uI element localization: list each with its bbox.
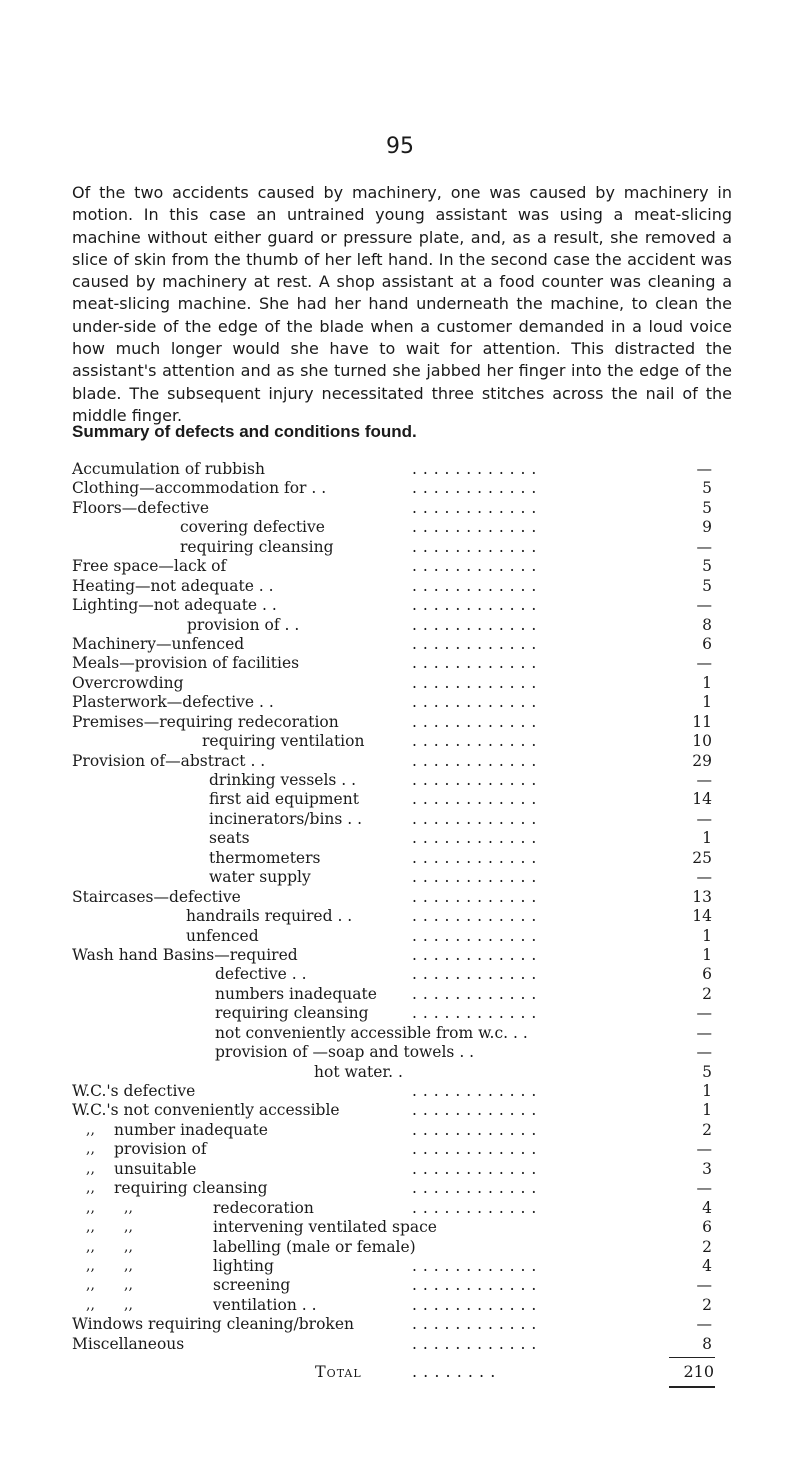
table-row: Lighting—not adequate . . . . . . . . . . . . . . — bbox=[72, 596, 712, 615]
table-row: first aid equipment . . . . . . . . . . . . 14 bbox=[209, 790, 712, 809]
defects-table bbox=[72, 460, 712, 1354]
table-row: covering defective . . . . . . . . . . . . 9 bbox=[180, 518, 712, 537]
table-row: not conveniently accessible from w.c. . . — bbox=[215, 1023, 712, 1042]
table-row: provision of —soap and towels . . — bbox=[215, 1043, 712, 1062]
table-row: unfenced . . . . . . . . . . . . 1 bbox=[186, 926, 712, 945]
table-row: ,, ,, redecoration . . . . . . . . . . . . 4 bbox=[86, 1198, 712, 1217]
total-rule-top bbox=[669, 1357, 715, 1358]
table-row: W.C.'s defective . . . . . . . . . . . . 1 bbox=[72, 1082, 712, 1100]
total-label: Total bbox=[315, 1362, 362, 1381]
table-row: ,, ,, intervening ventilated space 6 bbox=[86, 1218, 712, 1237]
table-row: Provision of—abstract . . . . . . . . . . . . . . 29 bbox=[72, 751, 712, 770]
table-row: handrails required . . . . . . . . . . . . . . 14 bbox=[186, 907, 712, 926]
total-value: 210 bbox=[683, 1362, 714, 1381]
table-row: Accumulation of rubbish . . . . . . . . . . . . — bbox=[72, 460, 712, 478]
table-row: Floors—defective . . . . . . . . . . . . 5 bbox=[72, 498, 712, 517]
table-row: incinerators/bins . . . . . . . . . . . . . . — bbox=[209, 809, 712, 828]
table-row: Wash hand Basins—required . . . . . . . . . . . . 1 bbox=[72, 945, 712, 964]
table-row: Free space—lack of . . . . . . . . . . . . 5 bbox=[72, 557, 712, 576]
table-row: Windows requiring cleaning/broken . . . . . . . . . . . . — bbox=[72, 1315, 712, 1334]
table-row: ,, provision of . . . . . . . . . . . . — bbox=[86, 1140, 712, 1159]
table-row: numbers inadequate . . . . . . . . . . . . 2 bbox=[215, 984, 712, 1003]
table-row: ,, ,, ventilation . . . . . . . . . . . . . . 2 bbox=[86, 1295, 712, 1314]
table-row: Heating—not adequate . . . . . . . . . . . . . . 5 bbox=[72, 576, 712, 595]
total-leader: . . . . . . . . bbox=[412, 1362, 496, 1381]
table-row: water supply . . . . . . . . . . . . — bbox=[209, 868, 712, 887]
table-row: Miscellaneous . . . . . . . . . . . . 8 bbox=[72, 1334, 712, 1353]
table-row: defective . . . . . . . . . . . . . . 6 bbox=[215, 965, 712, 984]
table-row: drinking vessels . . . . . . . . . . . . . . — bbox=[209, 771, 712, 789]
table-row: Overcrowding . . . . . . . . . . . . 1 bbox=[72, 673, 712, 692]
table-row: ,, unsuitable . . . . . . . . . . . . 3 bbox=[86, 1159, 712, 1178]
table-row: seats . . . . . . . . . . . . 1 bbox=[209, 829, 712, 848]
table-row: ,, ,, labelling (male or female) 2 bbox=[86, 1237, 712, 1256]
table-row: ,, ,, lighting . . . . . . . . . . . . 4 bbox=[86, 1256, 712, 1275]
table-row: provision of . . . . . . . . . . . . . . 8 bbox=[187, 615, 712, 634]
table-row: ,, requiring cleansing . . . . . . . . . . . . — bbox=[86, 1179, 712, 1198]
table-row: requiring cleansing . . . . . . . . . . . . — bbox=[215, 1004, 712, 1023]
table-row: Premises—requiring redecoration . . . . . . . . . . . . 11 bbox=[72, 712, 712, 731]
table-row: Machinery—unfenced . . . . . . . . . . . . 6 bbox=[72, 634, 712, 653]
table-row: Clothing—accommodation for . . . . . . . . . . . . . . 5 bbox=[72, 479, 712, 498]
table-row: ,, number inadequate . . . . . . . . . . . . 2 bbox=[86, 1120, 712, 1139]
total-rule-bottom bbox=[669, 1386, 715, 1388]
table-row: Meals—provision of facilities . . . . . . . . . . . . — bbox=[72, 654, 712, 673]
summary-heading: Summary of defects and conditions found. bbox=[72, 422, 417, 441]
table-row: requiring ventilation . . . . . . . . . . . . 10 bbox=[202, 732, 712, 751]
table-row: ,, ,, screening . . . . . . . . . . . . — bbox=[86, 1276, 712, 1295]
total-row bbox=[72, 1362, 712, 1384]
table-row: Staircases—defective . . . . . . . . . . . . 13 bbox=[72, 887, 712, 906]
intro-paragraph: Of the two accidents caused by machinery, one was caused by machinery in motion. In this case an untrained young assistant was using a meat-slicing machine without either guard or pressure plate, and, as a result, she removed a slice of skin from the thumb of her left hand. In the second case the accident was caused by machinery at rest. A shop assistant at a food counter was cleaning a meat-slicing machine. She had her hand underneath the machine, to clean the under-side of the edge of the blade when a customer demanded in a loud voice how much longer would she have to wait for attention. This distracted the assistant's attention and as she turned she jabbed her finger into the edge of the blade. The subsequent injury necessitated three stitches across the nail of the middle finger. bbox=[72, 183, 732, 425]
table-row: Plasterwork—defective . . . . . . . . . . . . . . 1 bbox=[72, 693, 712, 712]
table-row: hot water. . 5 bbox=[314, 1062, 712, 1081]
table-row: thermometers . . . . . . . . . . . . 25 bbox=[209, 848, 712, 867]
table-row: requiring cleansing . . . . . . . . . . . . — bbox=[180, 537, 712, 556]
table-row: W.C.'s not conveniently accessible . . . . . . . . . . . . 1 bbox=[72, 1101, 712, 1120]
page-number: 95 bbox=[386, 134, 414, 159]
